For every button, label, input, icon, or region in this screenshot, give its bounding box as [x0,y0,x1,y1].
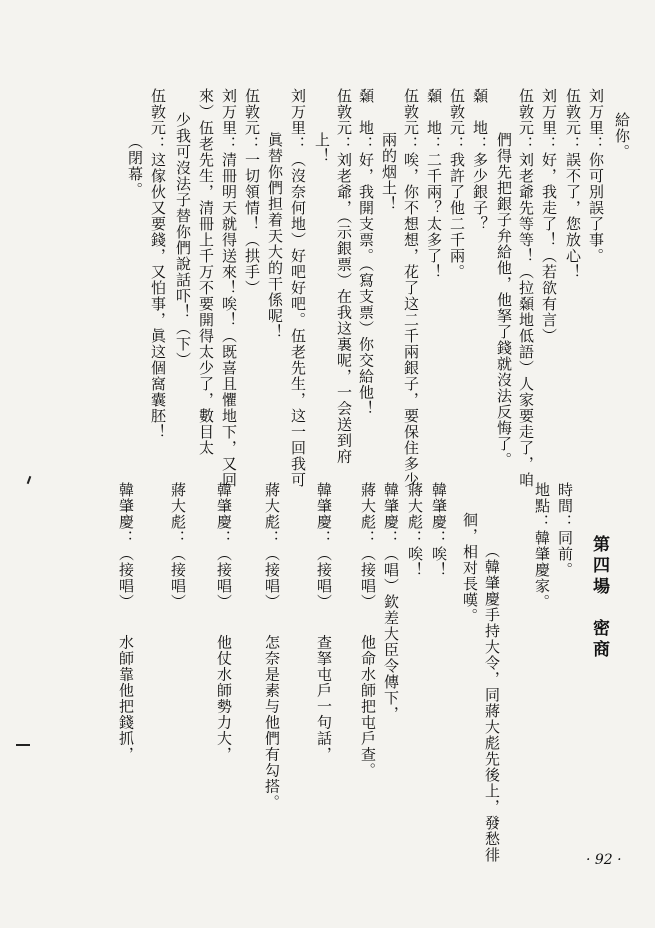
lower-col-9: 蔣大彪：（接唱） 他命水師把屯戶查。 [359,482,377,779]
upper-col-15: 刘万里：（沒奈何地）好吧好吧。伍老先生，这一回我可 [289,88,307,488]
lower-col-12: 韓肇慶：（接唱） 他仗水師勢力大， [215,482,233,763]
scene-heading: 第四場 密商 [589,535,609,661]
upper-col-13: 伍敦元：刘老爺，（示銀票）在我这裏呢，一会送到府 [335,88,353,465]
lower-col-5: 徊，相对長嘆。 [461,512,479,624]
upper-col-21: 伍敦元：这傢伙又要錢，又怕事，眞这個窩囊胚！ [149,88,167,440]
margin-mark [27,476,32,484]
upper-col-1: 給你。 [613,112,631,160]
page-number: · 92 · [586,852,622,868]
upper-col-6: 們得先把銀子弁給他，他拏了錢就沒法反悔了。 [495,132,513,468]
upper-col-8: 伍敦元：我許了他二千兩。 [448,88,466,280]
upper-col-11: 兩的烟土！ [380,132,398,212]
upper-col-18: 刘万里：清冊明天就得送來！唉！（既喜且懼地下，又回 [220,88,238,488]
upper-col-4: 刘万里：好，我走了！（若欲有言） [540,88,558,344]
lower-col-10: 韓肇慶：（接唱） 查拏屯戶一句話， [315,482,333,763]
lower-col-7: 蔣大彪：唉！ [406,482,424,578]
upper-col-19: 來）伍老先生，清冊上千万不要開得太少了，數目太 [197,88,215,456]
upper-col-2: 刘万里：你可別誤了事。 [587,88,605,264]
upper-col-22: （閉幕。 [126,134,144,198]
lower-col-8: 韓肇慶：（唱）欽差大臣令傳下， [382,482,400,722]
lower-col-2: 時間：同前。 [556,482,574,578]
margin-mark [16,744,30,746]
lower-col-11: 蔣大彪：（接唱） 怎奈是素与他們有勾搭。 [263,482,281,811]
upper-col-20: 少我可沒法子替你們說話吓！（下） [174,112,192,368]
lower-col-13: 蔣大彪：（接唱） [169,482,187,610]
upper-col-12: 顙 地：好，我開支票。（寫支票）你交給他！ [357,88,375,417]
upper-col-16: 眞替你們担着天大的干係呢！ [266,132,284,340]
upper-col-14: 上！ [313,132,331,164]
lower-col-6: 韓肇慶：唉！ [430,482,448,578]
upper-col-7: 顙 地：多少銀子？ [471,88,489,232]
upper-col-5: 伍敦元：刘老爺先等等！（拉顙地低語）人家要走了，咱 [517,88,535,488]
upper-col-17: 伍敦元：一切領情！（拱手） [243,88,261,296]
upper-col-9: 顙 地：二千兩？太多了！ [425,88,443,280]
lower-col-14: 韓肇慶：（接唱） 水師靠他把錢抓， [117,482,135,763]
upper-col-3: 伍敦元：誤不了，您放心！ [564,88,582,280]
upper-col-10: 伍敦元：唉，你不想想，花了这二千兩銀子，要保住多少 [402,88,420,488]
lower-col-4: （韓肇慶手持大令，同蔣大彪先後上，發愁徘 [483,543,501,863]
lower-col-3: 地點：韓肇慶家。 [533,482,551,610]
